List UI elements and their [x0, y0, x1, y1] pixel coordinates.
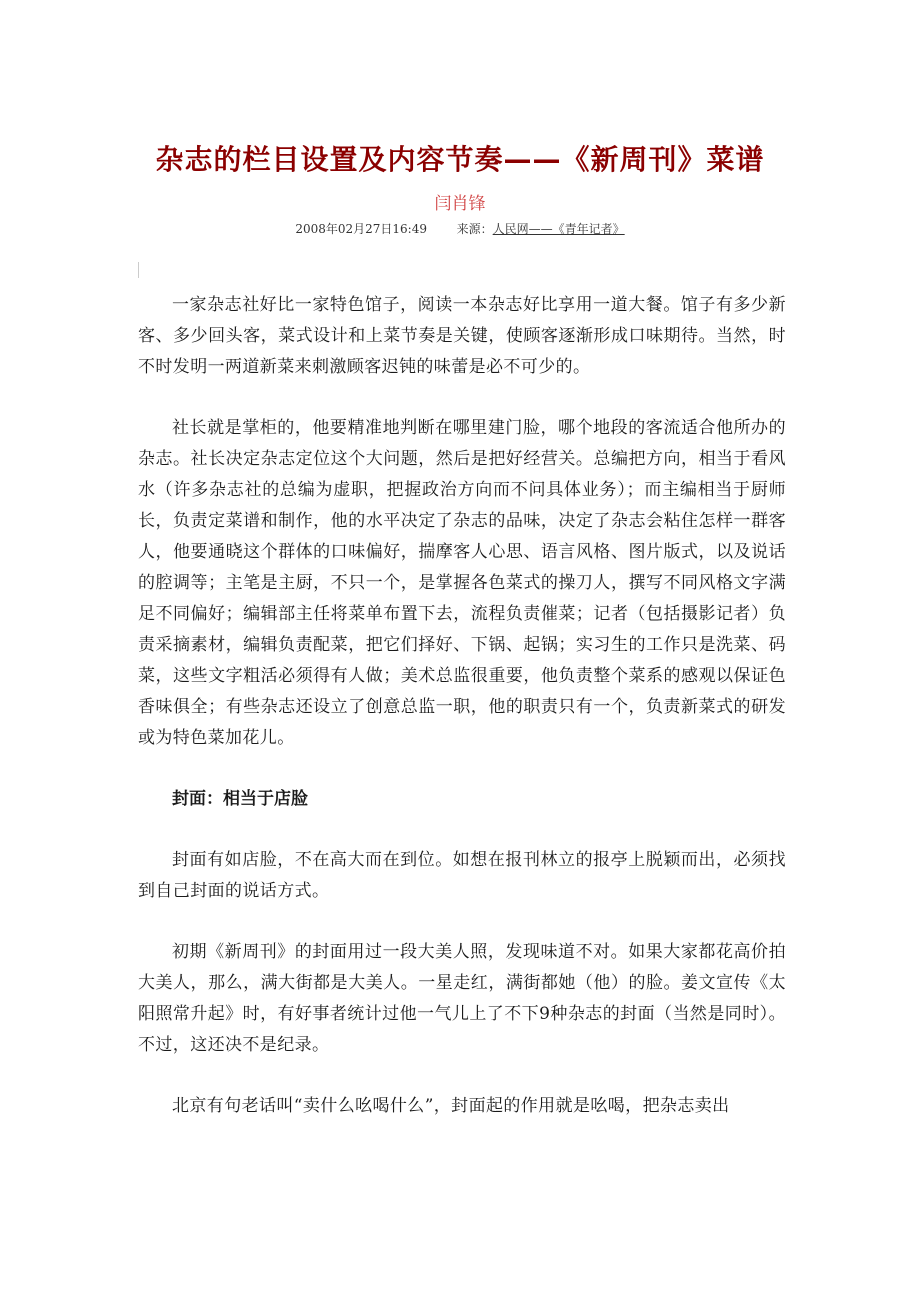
paragraph-4: 初期《新周刊》的封面用过一段大美人照，发现味道不对。如果大家都花高价拍大美人，那么，满大街都是大美人。一星走红，满街都她（他）的脸。姜文宣传《太阳照常升起》时，有好事者统计过他一气儿上了不下9种杂志的封面（当然是同时）。不过，这还决不是纪录。	[138, 942, 786, 1055]
article-author: 闫肖锋	[434, 194, 486, 214]
article-meta	[0, 220, 920, 238]
article-title: 杂志的栏目设置及内容节奏——《新周刊》菜谱	[155, 143, 765, 176]
paragraph-5: 北京有句老话叫“卖什么吆喝什么”，封面起的作用就是吆喝，把杂志卖出	[172, 1096, 730, 1116]
paragraph-2: 社长就是掌柜的，他要精准地判断在哪里建门脸，哪个地段的客流适合他所办的杂志。社长决定杂志定位这个大问题，然后是把好经营关。总编把方向，相当于看风水（许多杂志社的总编为虚职，把握政治方向而不问具体业务）；而主编相当于厨师长，负责定菜谱和制作，他的水平决定了杂志的品味，决定了杂志会粘住怎样一群客人，他要通晓这个群体的口味偏好，揣摩客人心思、语言风格、图片版式，以及说话的腔调等；主笔是主厨，不只一个，是掌握各色菜式的操刀人，撰写不同风格文字满足不同偏好；编辑部主任将菜单布置下去，流程负责催菜；记者（包括摄影记者）负责采摘素材，编辑负责配菜，把它们择好、下锅、起锅；实习生的工作只是洗菜、码菜，这些文字粗活必须得有人做；美术总监很重要，他负责整个菜系的感观以保证色香味俱全；有些杂志还设立了创意总监一职，他的职责只有一个，负责新菜式的研发或为特色菜加花儿。	[138, 418, 786, 748]
paragraph-1: 一家杂志社好比一家特色馆子，阅读一本杂志好比享用一道大餐。馆子有多少新客、多少回头客，菜式设计和上菜节奏是关键，使顾客逐渐形成口味期待。当然，时不时发明一两道新菜来刺激顾客迟钝的味蕾是必不可少的。	[138, 295, 786, 377]
content-marker	[138, 262, 139, 278]
source-label: 来源：	[456, 222, 493, 236]
source-link[interactable]: 人民网——《青年记者》	[492, 222, 625, 236]
paragraph-3: 封面有如店脸，不在高大而在到位。如想在报刊林立的报亭上脱颖而出，必须找到自己封面的说话方式。	[138, 850, 786, 901]
publish-date: 2008年02月27日16:49	[295, 222, 427, 236]
section-heading-cover: 封面：相当于店脸	[172, 789, 308, 809]
article-body	[138, 290, 786, 1152]
